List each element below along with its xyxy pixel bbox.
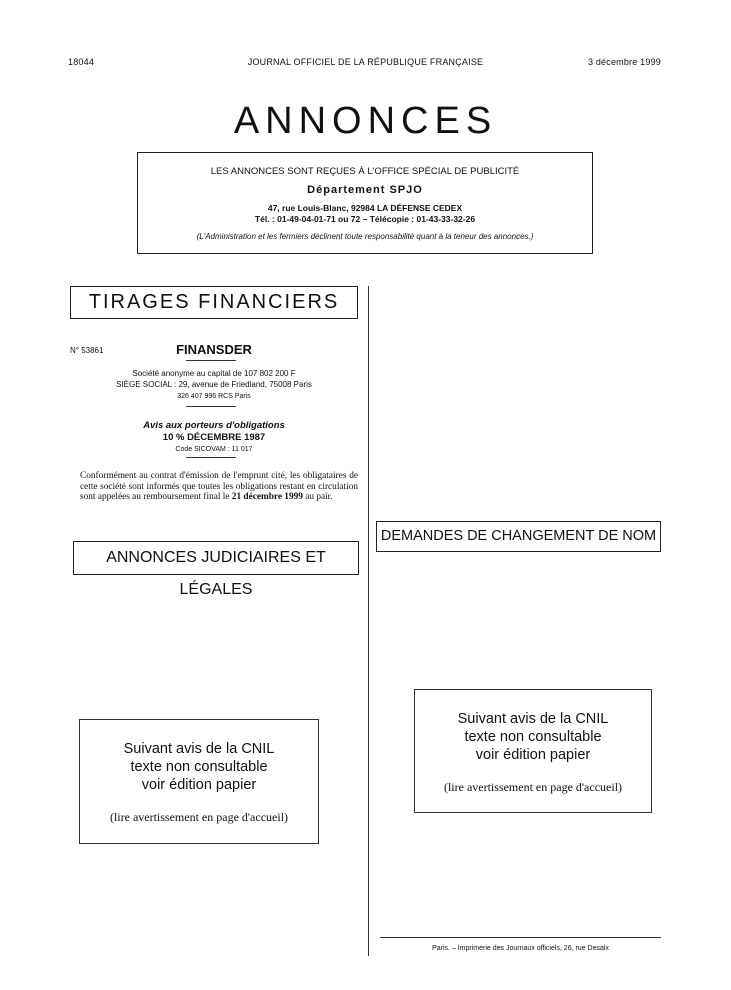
section-changement-de-nom: DEMANDES DE CHANGEMENT DE NOM [376,521,661,552]
info-disclaimer: (L'Administration et les fermiers déclinent toute responsabilité quant à la teneur des annonces.) [196,231,534,241]
footer-rule [380,937,661,938]
section-tirages-financiers: TIRAGES FINANCIERS [70,286,358,319]
company-siege: SIÈGE SOCIAL : 29, avenue de Friedland, 75008 Paris [116,380,312,389]
notice-code: Code SICOVAM : 11 017 [175,446,253,453]
page-title: ANNONCES [233,100,498,142]
issue-date: 3 décembre 1999 [587,57,661,67]
notice-obligations: 10 % DÉCEMBRE 1987 [162,432,266,443]
notice-body-text: Conformément au contrat d'émission de l'emprunt cité, les obligataires de cette société sont informés que toutes les obligations restant en circulation sont appelées au remboursement final le [80,471,358,502]
cnil-line: voir édition papier [475,747,591,763]
info-reception: LES ANNONCES SONT REÇUES À L'OFFICE SPÉCIAL DE PUBLICITÉ [210,166,520,177]
notice-number: N° 53861 [70,346,104,355]
column-divider [368,286,369,956]
company-capital: Société anonyme au capital de 107 802 200 F [132,369,296,378]
notice-body-end: au pair. [302,492,333,502]
notice-body-date: 21 décembre 1999 [231,492,303,502]
info-box [137,152,593,254]
notice-avis: Avis aux porteurs d'obligations [143,420,285,431]
divider [186,360,236,361]
cnil-line: Suivant avis de la CNIL [123,741,275,757]
info-address: 47, rue Louis-Blanc, 92984 LA DÉFENSE CEDEX [267,202,463,213]
cnil-line: Suivant avis de la CNIL [457,711,609,727]
company-rcs: 326 407 996 RCS Paris [177,393,251,400]
info-phone: Tél. : 01-49-04-01-71 ou 72 – Télécopie : 01-43-33-32-26 [254,214,476,224]
cnil-line: texte non consultable [464,729,602,745]
notice-body [80,471,358,503]
cnil-notice-right [414,689,652,813]
page-number: 18044 [68,57,95,67]
journal-name: JOURNAL OFFICIEL DE LA RÉPUBLIQUE FRANÇAISE [247,57,484,67]
cnil-note: (lire avertissement en page d'accueil) [443,780,623,794]
section-annonces-judiciaires: ANNONCES JUDICIAIRES ET LÉGALES [73,541,359,575]
info-department: Département SPJO [307,183,423,196]
cnil-line: texte non consultable [130,759,268,775]
cnil-note: (lire avertissement en page d'accueil) [109,810,289,824]
cnil-line: voir édition papier [141,777,257,793]
company-name: FINANSDER [176,342,252,357]
cnil-notice-left [79,719,319,844]
printer-footer: Paris. – Imprimerie des Journaux officiels, 26, rue Desaix [432,945,609,952]
divider [186,457,236,458]
divider [186,406,236,407]
